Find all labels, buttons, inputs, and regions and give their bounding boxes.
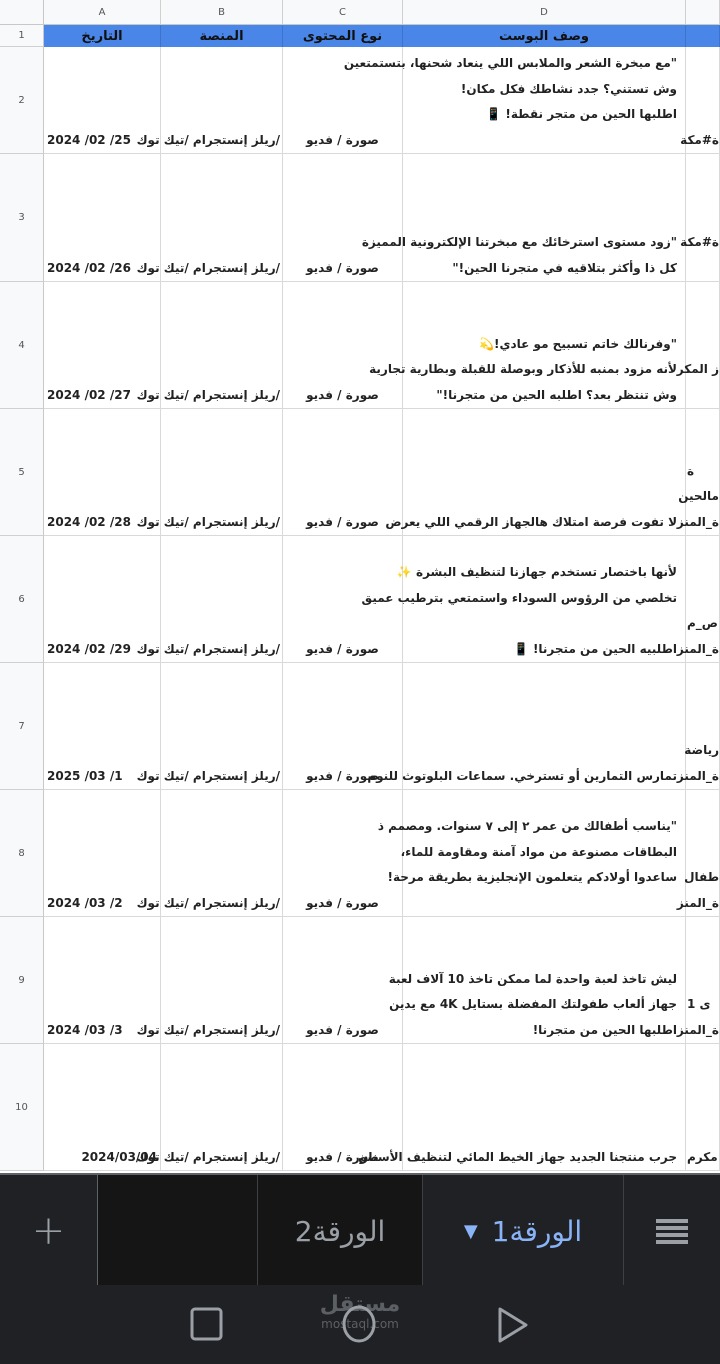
cell-text-line: /ريلز إنستجرام /تيك توك <box>136 1022 280 1037</box>
cell-text-line: /ريلز إنستجرام /تيك توك <box>136 387 280 402</box>
cell-text-line: صورة / فديو <box>306 132 379 147</box>
cell-text-line: صورة / فديو <box>306 260 379 275</box>
cell-text-line: ى 1 <box>687 997 711 1011</box>
row-header[interactable]: 10 <box>0 1044 44 1171</box>
description-cell[interactable] <box>367 663 686 790</box>
cell-text-line: اطلبيه الحين من متجرنا! 📱 <box>513 641 677 656</box>
cell-text-line: صورة / فديو <box>306 514 379 529</box>
cell-text-line: 2024 /02 /29 <box>47 641 131 656</box>
cell-text-line: ة#مكة <box>680 132 719 147</box>
platform-cell[interactable] <box>136 536 283 663</box>
cell-text-line: كل ذا وأكثر بتلاقيه في متجرنا الحين!" <box>452 260 677 275</box>
recents-square-icon[interactable] <box>190 1307 224 1341</box>
col-header-a[interactable]: A <box>44 0 161 25</box>
row-header[interactable]: 6 <box>0 536 44 663</box>
cell-text-line: ة_المنز <box>676 895 719 910</box>
cell-text-line: 2024/03/04 <box>81 1149 157 1164</box>
cell-text-line: رياضة <box>684 743 719 757</box>
add-sheet-button[interactable] <box>0 1175 98 1287</box>
cell-text-line <box>686 256 719 282</box>
cell-text-line: ص_م <box>687 616 718 630</box>
sheet-tabs-bar <box>0 1173 720 1285</box>
cell-text-line: ليش تاخذ لعبة واحدة لما ممكن تاخذ 10 آلاف لعبة <box>388 971 677 986</box>
header-cell-description[interactable]: وصف البوست <box>403 25 686 47</box>
cell-text-line: /ريلز إنستجرام /تيك توك <box>136 1149 280 1164</box>
content-type-cell[interactable] <box>283 282 403 409</box>
cell-text-line: صورة / فديو <box>306 387 379 402</box>
cell-text-line: /ريلز إنستجرام /تيك توك <box>136 514 280 529</box>
cell-text-line: ة <box>687 463 695 478</box>
cell-text-line: ة_المنز <box>676 514 719 529</box>
cell-text-line: ة_المنز <box>676 768 719 783</box>
watermark: مستقل mostaql.com <box>319 1292 401 1331</box>
cell-text-line: تمارس التمارين أو تسترخي. سماعات البلوتوث للنوم <box>367 768 677 783</box>
hashtags-cell[interactable] <box>676 790 720 917</box>
cell-text-line: 2024 /03 /3 <box>47 1022 123 1037</box>
cell-text-line: ة_المنز <box>676 1022 719 1037</box>
plus-icon: + <box>31 1208 66 1254</box>
cell-text-line: جرب منتجنا الجديد جهاز الخيط المائي لتنظيف الأسنان <box>358 1149 677 1164</box>
hashtags-cell[interactable] <box>676 663 720 790</box>
cell-text-line: اطلبها الحين من متجرنا! <box>532 1022 677 1037</box>
all-sheets-button[interactable] <box>624 1175 720 1287</box>
cell-text-line <box>403 891 685 917</box>
description-cell[interactable] <box>361 536 686 663</box>
cell-text-line: 2024 /03 /2 <box>47 895 123 910</box>
cell-text-line: صورة / فديو <box>306 1022 379 1037</box>
cell-text-line: صورة / فديو <box>306 895 379 910</box>
hashtags-cell[interactable] <box>676 536 720 663</box>
tab-sheet1[interactable] <box>423 1175 624 1287</box>
row-header[interactable]: 8 <box>0 790 44 917</box>
header-cell-e[interactable] <box>686 25 720 47</box>
row-header[interactable]: 1 <box>0 25 44 47</box>
col-header-c[interactable]: C <box>283 0 403 25</box>
home-circle-icon[interactable] <box>341 1303 377 1345</box>
cell-text-line: صورة / فديو <box>306 641 379 656</box>
cell-text-line: "زود مستوى استرخائك مع مبخرتنا الإلكترونية المميزة <box>361 235 677 249</box>
cell-text-line: لأنه مزود بمنبه للأذكار وبوصلة للقبلة وبطارية تجارية <box>369 362 677 376</box>
platform-cell[interactable] <box>136 409 283 536</box>
cell-text-line: /ريلز إنستجرام /تيك توك <box>136 260 280 275</box>
platform-cell[interactable] <box>136 154 283 282</box>
hashtags-cell[interactable] <box>680 47 720 154</box>
header-cell-date[interactable]: التاريخ <box>44 25 161 47</box>
cell-text-line: ز المكر <box>676 362 719 376</box>
row-header[interactable]: 4 <box>0 282 44 409</box>
content-type-cell[interactable] <box>283 154 403 282</box>
cell-text-line <box>686 383 719 409</box>
cell-text-line: /ريلز إنستجرام /تيك توك <box>136 641 280 656</box>
cell-text-line: لأنها باختصار تستخدم جهازنا لتنظيف البشرة ✨ <box>396 565 677 579</box>
cell-text-line: 2025 /03 /1 <box>47 768 123 783</box>
tab-dropdown-icon[interactable]: ▼ <box>463 1220 478 1242</box>
description-cell[interactable] <box>377 790 686 917</box>
col-header-e[interactable] <box>686 0 720 25</box>
description-cell[interactable] <box>369 282 686 409</box>
cell-text-line: وش تستني؟ جدد نشاطك فكل مكان! <box>460 81 677 96</box>
tab-empty-area <box>98 1175 258 1287</box>
cell-text-line: 2024 /02 /27 <box>47 387 131 402</box>
cell-text-line: "يناسب أطفالك من عمر ٢ إلى ٧ سنوات. ومصمم ذ <box>377 819 677 833</box>
cell-text-line: اطلبها الحين من متجر نقطة! 📱 <box>486 107 677 121</box>
back-triangle-icon[interactable] <box>496 1306 530 1344</box>
description-cell[interactable] <box>388 917 686 1044</box>
cell-text-line: البطاقات مصنوعة من مواد آمنة ومقاومة للماء، <box>400 844 677 859</box>
cell-text-line: ساعدوا أولادكم يتعلمون الإنجليزية بطريقة مرحة! <box>387 870 677 884</box>
select-all-corner[interactable] <box>0 0 44 25</box>
cell-text-line: مالحين <box>678 489 719 503</box>
cell-text-line: طفال <box>684 870 719 884</box>
cell-text-line: "مع مبخرة الشعر والملابس اللي ينعاد شحنها، بتستمتعين <box>343 56 677 70</box>
hashtags-cell[interactable] <box>686 1044 720 1171</box>
menu-icon <box>656 1218 688 1244</box>
cell-text-line: تخلصي من الرؤوس السوداء واستمتعي بترطيب عميق <box>361 590 677 605</box>
platform-cell[interactable] <box>136 1044 283 1171</box>
cell-text-line: /ريلز إنستجرام /تيك توك <box>136 895 280 910</box>
content-type-cell[interactable] <box>283 790 403 917</box>
row-header[interactable]: 5 <box>0 409 44 536</box>
row-header[interactable]: 9 <box>0 917 44 1044</box>
platform-cell[interactable] <box>136 47 283 154</box>
tab-sheet2[interactable] <box>258 1175 423 1287</box>
content-type-cell[interactable] <box>283 917 403 1044</box>
platform-cell[interactable] <box>136 790 283 917</box>
cell-text-line: مكرم <box>687 1149 718 1164</box>
cell-text-line <box>403 611 685 637</box>
col-header-d[interactable]: D <box>403 0 686 25</box>
cell-text-line: "وفرنالك خاتم تسبيح مو عادي!💫 <box>479 336 677 351</box>
header-cell-content_type[interactable]: نوع المحتوى <box>283 25 403 47</box>
hashtags-cell[interactable] <box>680 154 720 282</box>
tab-sheet2-label: الورقة2 <box>294 1214 386 1248</box>
col-header-b[interactable]: B <box>161 0 283 25</box>
hashtags-cell[interactable] <box>676 409 720 536</box>
cell-text-line: ة#مكة <box>680 235 719 249</box>
cell-text-line: ة_المنز <box>676 641 719 656</box>
cell-text-line: 2024 /02 /28 <box>47 514 131 529</box>
description-cell[interactable] <box>358 1044 686 1171</box>
cell-text-line: 2024 /02 /25 <box>47 132 131 147</box>
platform-cell[interactable] <box>136 917 283 1044</box>
cell-text-line: 2024 /02 /26 <box>47 260 131 275</box>
description-cell[interactable] <box>361 154 686 282</box>
hashtags-cell[interactable] <box>676 282 720 409</box>
android-nav-bar <box>0 1285 720 1364</box>
row-header[interactable]: 7 <box>0 663 44 790</box>
cell-text-line: /ريلز إنستجرام /تيك توك <box>136 132 280 147</box>
cell-text-line: جهاز ألعاب طفولتك المفضلة بستايل 4K مع يدين <box>389 997 677 1011</box>
tab-sheet1-label: الورقة1 <box>491 1214 583 1248</box>
row-header[interactable]: 2 <box>0 47 44 154</box>
platform-cell[interactable] <box>136 282 283 409</box>
header-cell-platform[interactable]: المنصة <box>161 25 283 47</box>
cell-text-line: صورة / فديو <box>306 768 379 783</box>
hashtags-cell[interactable] <box>676 917 720 1044</box>
cell-text-line <box>403 128 685 154</box>
description-cell[interactable] <box>343 47 686 154</box>
cell-text-line: لا تفوت فرصة امتلاك هالجهاز الرقمي اللي يعرض <box>385 514 677 529</box>
cell-text-line: صورة / فديو <box>306 1149 379 1164</box>
cell-text-line: /ريلز إنستجرام /تيك توك <box>136 768 280 783</box>
row-header[interactable]: 3 <box>0 154 44 282</box>
cell-text-line: وش تنتظر بعد؟ اطلبه الحين من متجرنا!" <box>436 387 677 402</box>
description-cell[interactable] <box>385 409 686 536</box>
platform-cell[interactable] <box>136 663 283 790</box>
